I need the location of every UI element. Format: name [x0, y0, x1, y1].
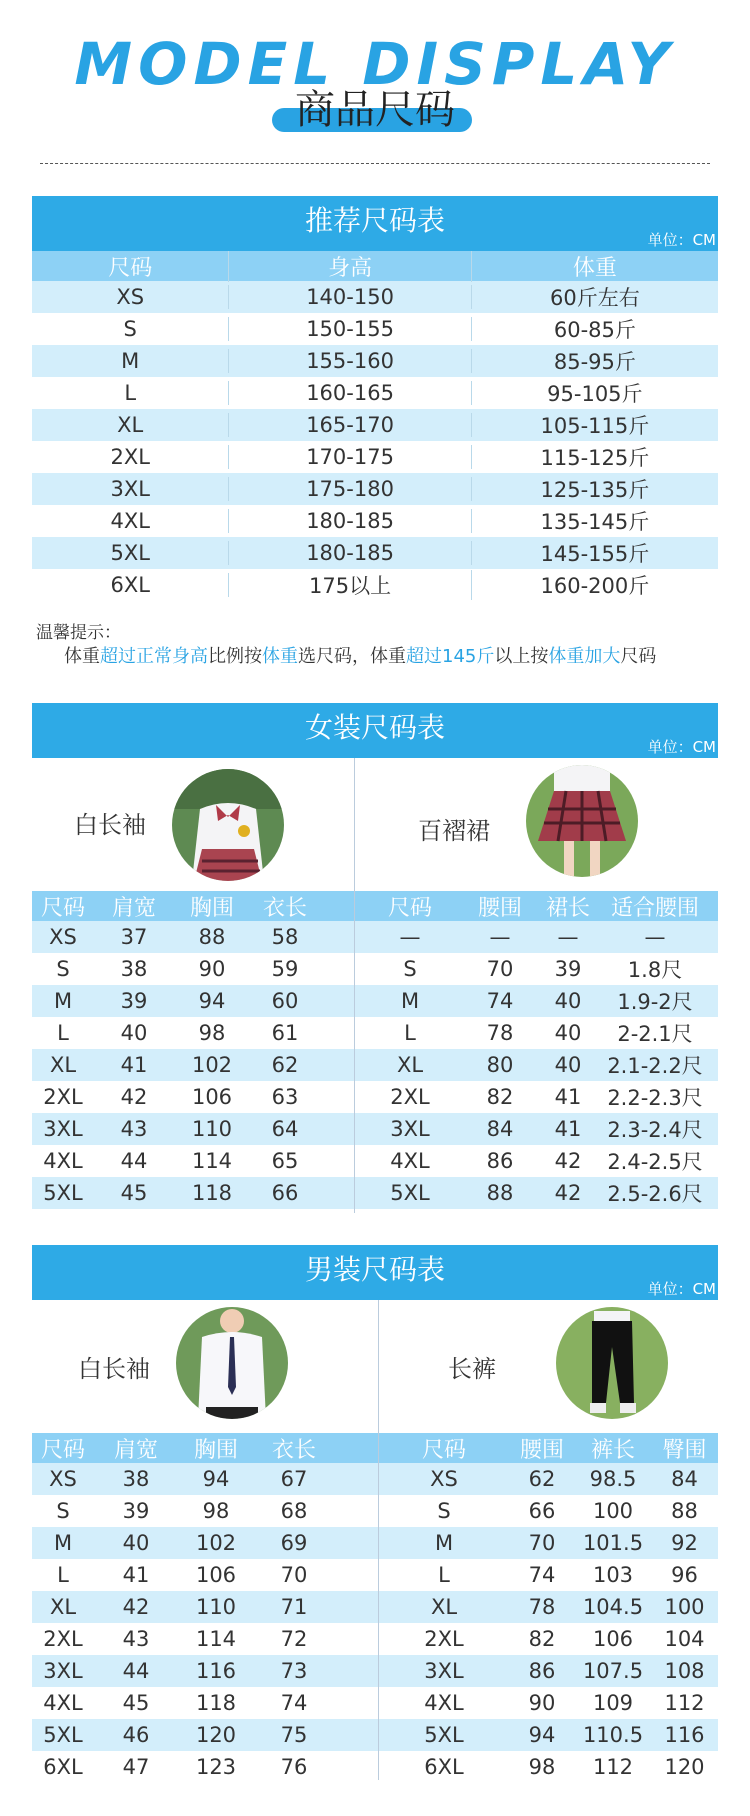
table-row [32, 1719, 378, 1751]
table-cell: 2XL [424, 1627, 464, 1651]
table-row [379, 1527, 718, 1559]
women-skirt-table [355, 891, 718, 1209]
table-cell: 4XL [32, 509, 229, 533]
table-cell: 100 [664, 1595, 705, 1619]
table-cell: 74 [280, 1691, 308, 1715]
table-cell: 106 [195, 1563, 237, 1587]
table-cell: 39 [554, 957, 582, 981]
table-cell: 60-85斤 [553, 318, 636, 342]
table-cell: S [437, 1499, 451, 1523]
table-cell: 44 [122, 1659, 150, 1683]
table-cell: 44 [120, 1149, 148, 1173]
table-cell: 40 [554, 989, 582, 1013]
table-cell: 39 [120, 989, 148, 1013]
table-row [32, 1591, 378, 1623]
table-cell: M [434, 1531, 454, 1555]
table-cell: 175-180 [229, 477, 471, 501]
table-cell: 102 [195, 1531, 237, 1555]
table-cell: 180-185 [229, 541, 471, 565]
table-cell: 95-105斤 [547, 382, 643, 406]
table-row [355, 1081, 718, 1113]
table-cell: 86 [486, 1149, 514, 1173]
table-cell: 106 [592, 1627, 634, 1651]
table-cell: 38 [122, 1467, 150, 1491]
table-cell: 身高 [229, 251, 471, 282]
table-row [355, 1049, 718, 1081]
table-cell: XL [49, 1053, 77, 1077]
table-cell: 102 [191, 1053, 233, 1077]
table-cell: 3XL [43, 1659, 83, 1683]
table-row [32, 1687, 378, 1719]
women-shirt-photo [172, 769, 284, 881]
table-cell: 尺码 [40, 1437, 85, 1463]
table-cell: S [403, 957, 417, 981]
table-cell: 73 [280, 1659, 308, 1683]
table-cell: 尺码 [421, 1437, 466, 1463]
table-cell: 3XL [424, 1659, 464, 1683]
table-cell: 尺码 [387, 895, 432, 921]
tips-label: 温馨提示： [36, 623, 121, 643]
table-cell: 2XL [43, 1085, 83, 1109]
women-unit: 单位：CM [647, 738, 716, 756]
table-cell: 3XL [32, 477, 229, 501]
table-cell: 82 [528, 1627, 556, 1651]
women-shirt-label: 白长袖 [74, 811, 146, 839]
table-cell: L [438, 1563, 450, 1587]
table-row [355, 1145, 718, 1177]
table-cell: 150-155 [229, 317, 471, 341]
table-cell: L [57, 1021, 69, 1045]
table-row [32, 1177, 354, 1209]
table-cell: 59 [271, 957, 299, 981]
table-row [355, 1113, 718, 1145]
table-cell: 88 [486, 1181, 514, 1205]
table-row [355, 1017, 718, 1049]
table-cell: 40 [554, 1021, 582, 1045]
tip-part: 体重 [64, 646, 100, 667]
table-cell: 腰围 [519, 1437, 564, 1463]
tip-highlight: 超过145斤 [406, 646, 495, 667]
recommend-table [32, 251, 718, 601]
table-row [32, 281, 718, 313]
table-cell: 69 [280, 1531, 308, 1555]
table-row [32, 1049, 354, 1081]
table-cell: 肩宽 [113, 1437, 158, 1463]
table-row [32, 1559, 378, 1591]
table-cell: 92 [671, 1531, 698, 1555]
table-cell: 101.5 [582, 1531, 644, 1555]
table-cell: 裙长 [545, 895, 590, 921]
table-cell: 85-95斤 [553, 350, 636, 374]
table-cell: 118 [195, 1691, 237, 1715]
table-header-row [32, 251, 718, 281]
table-cell: 4XL [43, 1149, 83, 1173]
table-row [379, 1751, 718, 1783]
table-row [32, 1145, 354, 1177]
table-cell: 5XL [43, 1181, 83, 1205]
table-row [32, 1751, 378, 1783]
tip-part: 尺码 [620, 646, 657, 667]
table-cell: 37 [120, 925, 148, 949]
recommend-title: 推荐尺码表 [304, 204, 445, 237]
table-cell: 41 [122, 1563, 150, 1587]
table-cell: 94 [198, 989, 226, 1013]
table-cell: 86 [528, 1659, 556, 1683]
table-cell: 胸围 [189, 895, 234, 921]
table-cell: S [56, 957, 70, 981]
table-cell: XL [396, 1053, 424, 1077]
table-cell: 4XL [424, 1691, 464, 1715]
table-row [379, 1463, 718, 1495]
table-cell: 6XL [43, 1755, 83, 1779]
table-header-row [32, 891, 354, 921]
table-cell: 82 [486, 1085, 514, 1109]
table-cell: 98 [202, 1499, 230, 1523]
table-cell: 118 [191, 1181, 233, 1205]
table-cell: 60斤左右 [549, 286, 640, 310]
men-pants-label: 长裤 [448, 1355, 496, 1383]
table-cell: 40 [120, 1021, 148, 1045]
table-cell: 适合腰围 [610, 895, 699, 921]
table-cell: 肩宽 [111, 895, 156, 921]
table-cell: 70 [528, 1531, 556, 1555]
women-skirt-photo [526, 765, 638, 877]
table-cell: 1.9-2尺 [617, 990, 693, 1014]
table-row [379, 1623, 718, 1655]
table-header-row [379, 1433, 718, 1463]
table-cell: XL [430, 1595, 458, 1619]
table-cell: 61 [271, 1021, 299, 1045]
table-row [32, 1655, 378, 1687]
table-cell: 155-160 [229, 349, 471, 373]
table-row [379, 1719, 718, 1751]
table-cell: 78 [528, 1595, 556, 1619]
table-cell: 4XL [43, 1691, 83, 1715]
table-cell: 110 [191, 1117, 233, 1141]
table-row [355, 921, 718, 953]
table-cell: 70 [280, 1563, 308, 1587]
table-cell: 38 [120, 957, 148, 981]
table-cell: L [404, 1021, 416, 1045]
table-cell: XL [32, 413, 229, 437]
table-cell: 120 [195, 1723, 237, 1747]
table-cell: 臀围 [662, 1437, 707, 1463]
table-row [32, 1463, 378, 1495]
table-cell: 180-185 [229, 509, 471, 533]
table-cell: 110 [195, 1595, 237, 1619]
table-cell: S [32, 317, 229, 341]
table-row [32, 473, 718, 505]
table-cell: 5XL [43, 1723, 83, 1747]
men-size-section [32, 1245, 718, 1780]
table-row [32, 953, 354, 985]
table-cell: 2.3-2.4尺 [607, 1118, 703, 1142]
table-cell: 41 [120, 1053, 148, 1077]
table-cell: 41 [554, 1085, 582, 1109]
table-cell: 74 [528, 1563, 556, 1587]
table-cell: 135-145斤 [540, 510, 650, 534]
table-cell: 88 [198, 925, 226, 949]
recommend-size-section [32, 196, 718, 601]
table-cell: 46 [122, 1723, 150, 1747]
table-cell: 110.5 [582, 1723, 644, 1747]
table-cell: 175以上 [229, 570, 471, 600]
table-cell: 2XL [43, 1627, 83, 1651]
table-cell: 90 [198, 957, 226, 981]
table-cell: M [32, 349, 229, 373]
men-shirt-photo [176, 1307, 288, 1419]
table-cell: 64 [271, 1117, 299, 1141]
recommend-title-bar [32, 196, 718, 251]
header-english-title: MODEL DISPLAY [74, 30, 676, 98]
table-header-row [355, 891, 718, 921]
table-cell: 120 [664, 1755, 705, 1779]
table-cell: 40 [122, 1531, 150, 1555]
table-cell: 2-2.1尺 [617, 1022, 693, 1046]
table-cell: 90 [528, 1691, 556, 1715]
table-cell: 66 [271, 1181, 299, 1205]
table-cell: 80 [486, 1053, 514, 1077]
table-cell: 5XL [32, 541, 229, 565]
table-row [32, 985, 354, 1017]
table-cell: XS [430, 1467, 458, 1491]
table-cell: 160-200斤 [540, 574, 650, 598]
table-cell: 裤长 [590, 1437, 635, 1463]
header-chinese-title: 商品尺码 [295, 87, 455, 133]
table-cell: 98.5 [589, 1467, 637, 1491]
table-cell: 140-150 [229, 285, 471, 309]
table-cell: 2.1-2.2尺 [607, 1054, 703, 1078]
table-cell: 6XL [32, 573, 229, 597]
table-cell: 42 [554, 1181, 582, 1205]
table-cell: 170-175 [229, 445, 471, 469]
tip-part: 比例按 [208, 646, 262, 667]
table-cell: 100 [592, 1499, 634, 1523]
table-cell: 94 [528, 1723, 556, 1747]
table-row [32, 313, 718, 345]
table-cell: 3XL [390, 1117, 430, 1141]
table-cell: 62 [271, 1053, 299, 1077]
table-cell: 尺码 [32, 251, 229, 282]
table-cell: L [32, 381, 229, 405]
table-cell: 84 [671, 1467, 698, 1491]
table-row [32, 1495, 378, 1527]
table-row [32, 1113, 354, 1145]
table-cell: 衣长 [262, 895, 307, 921]
dashed-divider [40, 163, 710, 164]
table-cell: 104.5 [582, 1595, 644, 1619]
table-cell: 62 [528, 1467, 556, 1491]
table-row [355, 1177, 718, 1209]
tip-highlight: 体重 [262, 646, 298, 667]
table-row [355, 985, 718, 1017]
table-cell: 43 [120, 1117, 148, 1141]
table-row [32, 569, 718, 601]
men-shirt-label: 白长袖 [78, 1355, 150, 1383]
tip-part: 选尺码，体重 [298, 646, 406, 667]
table-cell: 105-115斤 [540, 414, 650, 438]
table-row [355, 953, 718, 985]
table-cell: 67 [280, 1467, 308, 1491]
table-row [379, 1655, 718, 1687]
women-title: 女装尺码表 [304, 711, 445, 744]
table-cell: 42 [554, 1149, 582, 1173]
table-cell: 160-165 [229, 381, 471, 405]
table-cell: 112 [664, 1691, 705, 1715]
table-cell: 42 [122, 1595, 150, 1619]
men-pants-table [379, 1433, 718, 1783]
table-row [32, 537, 718, 569]
recommend-unit: 单位：CM [647, 231, 716, 249]
table-cell: 116 [664, 1723, 705, 1747]
table-cell: 76 [280, 1755, 308, 1779]
table-cell: 125-135斤 [540, 478, 650, 502]
table-cell: 60 [271, 989, 299, 1013]
table-cell: 78 [486, 1021, 514, 1045]
table-cell: 71 [280, 1595, 308, 1619]
table-cell: 114 [191, 1149, 233, 1173]
table-cell: 115-125斤 [540, 446, 650, 470]
table-cell: 58 [271, 925, 299, 949]
table-cell: 47 [122, 1755, 150, 1779]
table-cell: 112 [592, 1755, 634, 1779]
table-cell: — [644, 925, 666, 949]
table-cell: 63 [271, 1085, 299, 1109]
table-row [32, 377, 718, 409]
table-cell: 1.8尺 [627, 958, 683, 982]
table-cell: 72 [280, 1627, 308, 1651]
table-cell: 3XL [43, 1117, 83, 1141]
table-cell: — [557, 925, 579, 949]
table-cell: 2XL [390, 1085, 430, 1109]
table-cell: 94 [202, 1467, 230, 1491]
table-cell: 114 [195, 1627, 237, 1651]
table-cell: 6XL [424, 1755, 464, 1779]
women-size-section [32, 703, 718, 1213]
men-unit: 单位：CM [647, 1280, 716, 1298]
table-cell: 74 [486, 989, 514, 1013]
table-cell: XS [49, 925, 77, 949]
table-cell: 4XL [390, 1149, 430, 1173]
table-cell: XS [49, 1467, 77, 1491]
table-cell: 5XL [424, 1723, 464, 1747]
table-cell: 108 [664, 1659, 705, 1683]
men-title-bar [32, 1245, 718, 1300]
table-cell: 5XL [390, 1181, 430, 1205]
table-row [32, 921, 354, 953]
table-cell: 109 [592, 1691, 634, 1715]
table-cell: XL [49, 1595, 77, 1619]
table-row [32, 1081, 354, 1113]
women-title-bar [32, 703, 718, 758]
table-cell: 45 [122, 1691, 150, 1715]
table-cell: 106 [191, 1085, 233, 1109]
table-cell: 42 [120, 1085, 148, 1109]
table-cell: 腰围 [477, 895, 522, 921]
table-cell: 体重 [572, 255, 617, 281]
table-row [32, 1527, 378, 1559]
table-cell: 107.5 [582, 1659, 644, 1683]
table-cell: M [53, 989, 73, 1013]
tip-part: 以上按 [494, 646, 549, 667]
table-row [32, 441, 718, 473]
table-header-row [32, 1433, 378, 1463]
table-row [32, 409, 718, 441]
table-cell: 衣长 [271, 1437, 316, 1463]
table-cell: 2XL [32, 445, 229, 469]
table-cell: 45 [120, 1181, 148, 1205]
table-cell: 68 [280, 1499, 308, 1523]
table-cell: 70 [486, 957, 514, 981]
table-cell: — [399, 925, 421, 949]
table-cell: 123 [195, 1755, 237, 1779]
table-cell: 98 [198, 1021, 226, 1045]
table-cell: 75 [280, 1723, 308, 1747]
table-cell: 103 [592, 1563, 634, 1587]
table-cell: 88 [671, 1499, 698, 1523]
table-cell: — [489, 925, 511, 949]
women-skirt-label: 百褶裙 [418, 817, 490, 845]
table-cell: 66 [528, 1499, 556, 1523]
table-cell: 165-170 [229, 413, 471, 437]
table-cell: S [56, 1499, 70, 1523]
tip-highlight: 体重加大 [548, 646, 621, 667]
table-cell: 40 [554, 1053, 582, 1077]
table-row [32, 345, 718, 377]
women-shirt-table [32, 891, 354, 1209]
table-row [379, 1687, 718, 1719]
table-cell: 104 [664, 1627, 705, 1651]
table-cell: 41 [554, 1117, 582, 1141]
table-cell: L [57, 1563, 69, 1587]
table-cell: 39 [122, 1499, 150, 1523]
table-row [379, 1591, 718, 1623]
table-row [32, 1623, 378, 1655]
table-cell: 2.4-2.5尺 [607, 1150, 703, 1174]
table-cell: 65 [271, 1149, 299, 1173]
table-cell: 116 [195, 1659, 237, 1683]
table-cell: 43 [122, 1627, 150, 1651]
tips-text [64, 642, 656, 668]
table-cell: M [400, 989, 420, 1013]
table-cell: 尺码 [40, 895, 85, 921]
table-row [32, 1017, 354, 1049]
table-cell: 98 [528, 1755, 556, 1779]
table-cell: 84 [486, 1117, 514, 1141]
table-cell: 2.5-2.6尺 [607, 1182, 703, 1206]
table-row [32, 505, 718, 537]
men-pants-photo [556, 1307, 668, 1419]
table-row [379, 1559, 718, 1591]
table-cell: 2.2-2.3尺 [607, 1086, 703, 1110]
table-row [379, 1495, 718, 1527]
men-title: 男装尺码表 [304, 1253, 445, 1286]
table-cell: 96 [671, 1563, 698, 1587]
table-cell: 胸围 [193, 1437, 238, 1463]
men-shirt-table [32, 1433, 378, 1783]
table-cell: M [53, 1531, 73, 1555]
tip-highlight: 超过正常身高 [100, 646, 208, 667]
table-cell: 145-155斤 [540, 542, 650, 566]
table-cell: XS [32, 285, 229, 309]
